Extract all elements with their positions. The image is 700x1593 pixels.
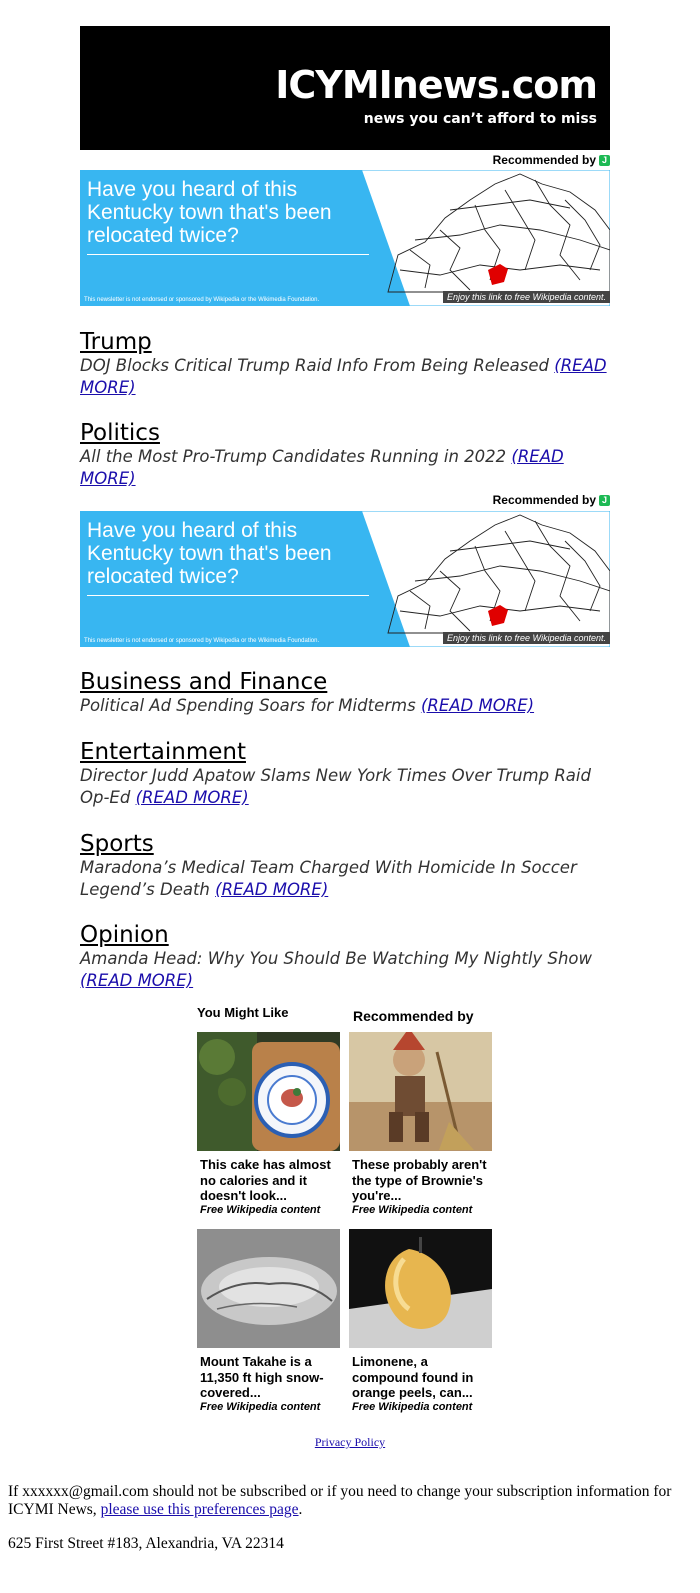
rec-card[interactable] [349,1032,492,1216]
ad-enjoy-label: Enjoy this link to free Wikipedia content. [443,632,610,644]
card-title: Limonene, a compound found in orange peels, can... [352,1354,474,1400]
you-might-like-heading: You Might Like [197,1005,289,1020]
news-section-sports [80,831,610,901]
logo-banner[interactable] [80,26,610,150]
cake-plate-image[interactable] [197,1032,340,1151]
news-section-business [80,669,610,717]
postal-address: 625 First Street #183, Alexandria, VA 22314 [8,1535,284,1552]
news-section-opinion [80,922,610,992]
section-title[interactable]: Sports [80,831,154,857]
recommended-by-label: Recommended by J [80,153,610,167]
limonene-image[interactable] [349,1229,492,1348]
logo-tagline: news you can’t afford to miss [363,111,597,127]
ad-divider [87,595,369,596]
section-story: Director Judd Apatow Slams New York Times Over Trump Raid Op-Ed (READ MORE) [80,766,591,807]
section-story: Political Ad Spending Soars for Midterms (READ MORE) [80,696,535,715]
rec-card[interactable] [197,1229,340,1413]
section-title[interactable]: Trump [80,329,152,355]
card-title: Mount Takahe is a 11,350 ft high snow-covered... [200,1354,324,1400]
jeeng-logo-icon: J [599,495,610,506]
ad-disclaimer: This newsletter is not endorsed or sponsored by Wikipedia or the Wikimedia Foundation. [84,297,320,303]
subscription-notice: If xxxxxx@gmail.com should not be subscribed or if you need to change your subscription information for ICYMI News, please use this preferences page. [8,1483,672,1518]
card-source: Free Wikipedia content [352,1400,473,1413]
jeeng-logo-icon: J [599,155,610,166]
section-title[interactable]: Opinion [80,922,169,948]
read-more-link[interactable]: (READ MORE) [80,971,194,990]
card-source: Free Wikipedia content [200,1203,321,1216]
card-title: This cake has almost no calories and it doesn't look... [200,1157,331,1203]
section-story: DOJ Blocks Critical Trump Raid Info From Being Released (READ MORE) [80,356,607,397]
read-more-link[interactable]: (READ MORE) [135,788,249,807]
ad-headline: Have you heard of this Kentucky town that's been relocated twice? [87,178,332,247]
privacy-policy-link[interactable]: Privacy Policy [314,1435,386,1449]
section-story: Amanda Head: Why You Should Be Watching My Nightly Show (READ MORE) [80,949,593,990]
recommended-by-heading: Recommended by [353,1008,474,1024]
recommendations-widget [197,1004,493,1416]
rec-card[interactable] [197,1032,340,1216]
read-more-link[interactable]: (READ MORE) [80,447,564,488]
wikipedia-ad-banner[interactable] [80,511,610,647]
recommended-by-label: Recommended by J [80,493,610,507]
logo-title: ICYMInews.com [275,63,597,107]
brownie-illustration-image[interactable] [349,1032,492,1151]
section-title[interactable]: Entertainment [80,739,246,765]
privacy-section [0,1435,700,1450]
news-section-politics [80,420,610,490]
card-source: Free Wikipedia content [200,1400,321,1413]
section-title[interactable]: Business and Finance [80,669,328,695]
ad-disclaimer: This newsletter is not endorsed or sponsored by Wikipedia or the Wikimedia Foundation. [84,638,320,644]
wikipedia-ad-banner[interactable] [80,170,610,306]
read-more-link[interactable]: (READ MORE) [420,696,535,715]
ad-enjoy-label: Enjoy this link to free Wikipedia content. [443,291,610,303]
section-title[interactable]: Politics [80,420,160,446]
card-source: Free Wikipedia content [352,1203,473,1216]
read-more-link[interactable]: (READ MORE) [215,880,329,899]
news-section-entertainment [80,739,610,809]
mount-takahe-image[interactable] [197,1229,340,1348]
section-story: Maradona’s Medical Team Charged With Homicide In Soccer Legend’s Death (READ MORE) [80,858,577,899]
ad-headline: Have you heard of this Kentucky town that's been relocated twice? [87,519,332,588]
read-more-link[interactable]: (READ MORE) [80,356,607,397]
section-story: All the Most Pro-Trump Candidates Running in 2022 (READ MORE) [80,447,564,488]
card-title: These probably aren't the type of Brownie's you're... [352,1157,487,1203]
rec-card[interactable] [349,1229,492,1413]
news-section-trump [80,329,610,399]
ad-divider [87,254,369,255]
preferences-link[interactable]: please use this preferences page [100,1501,299,1518]
